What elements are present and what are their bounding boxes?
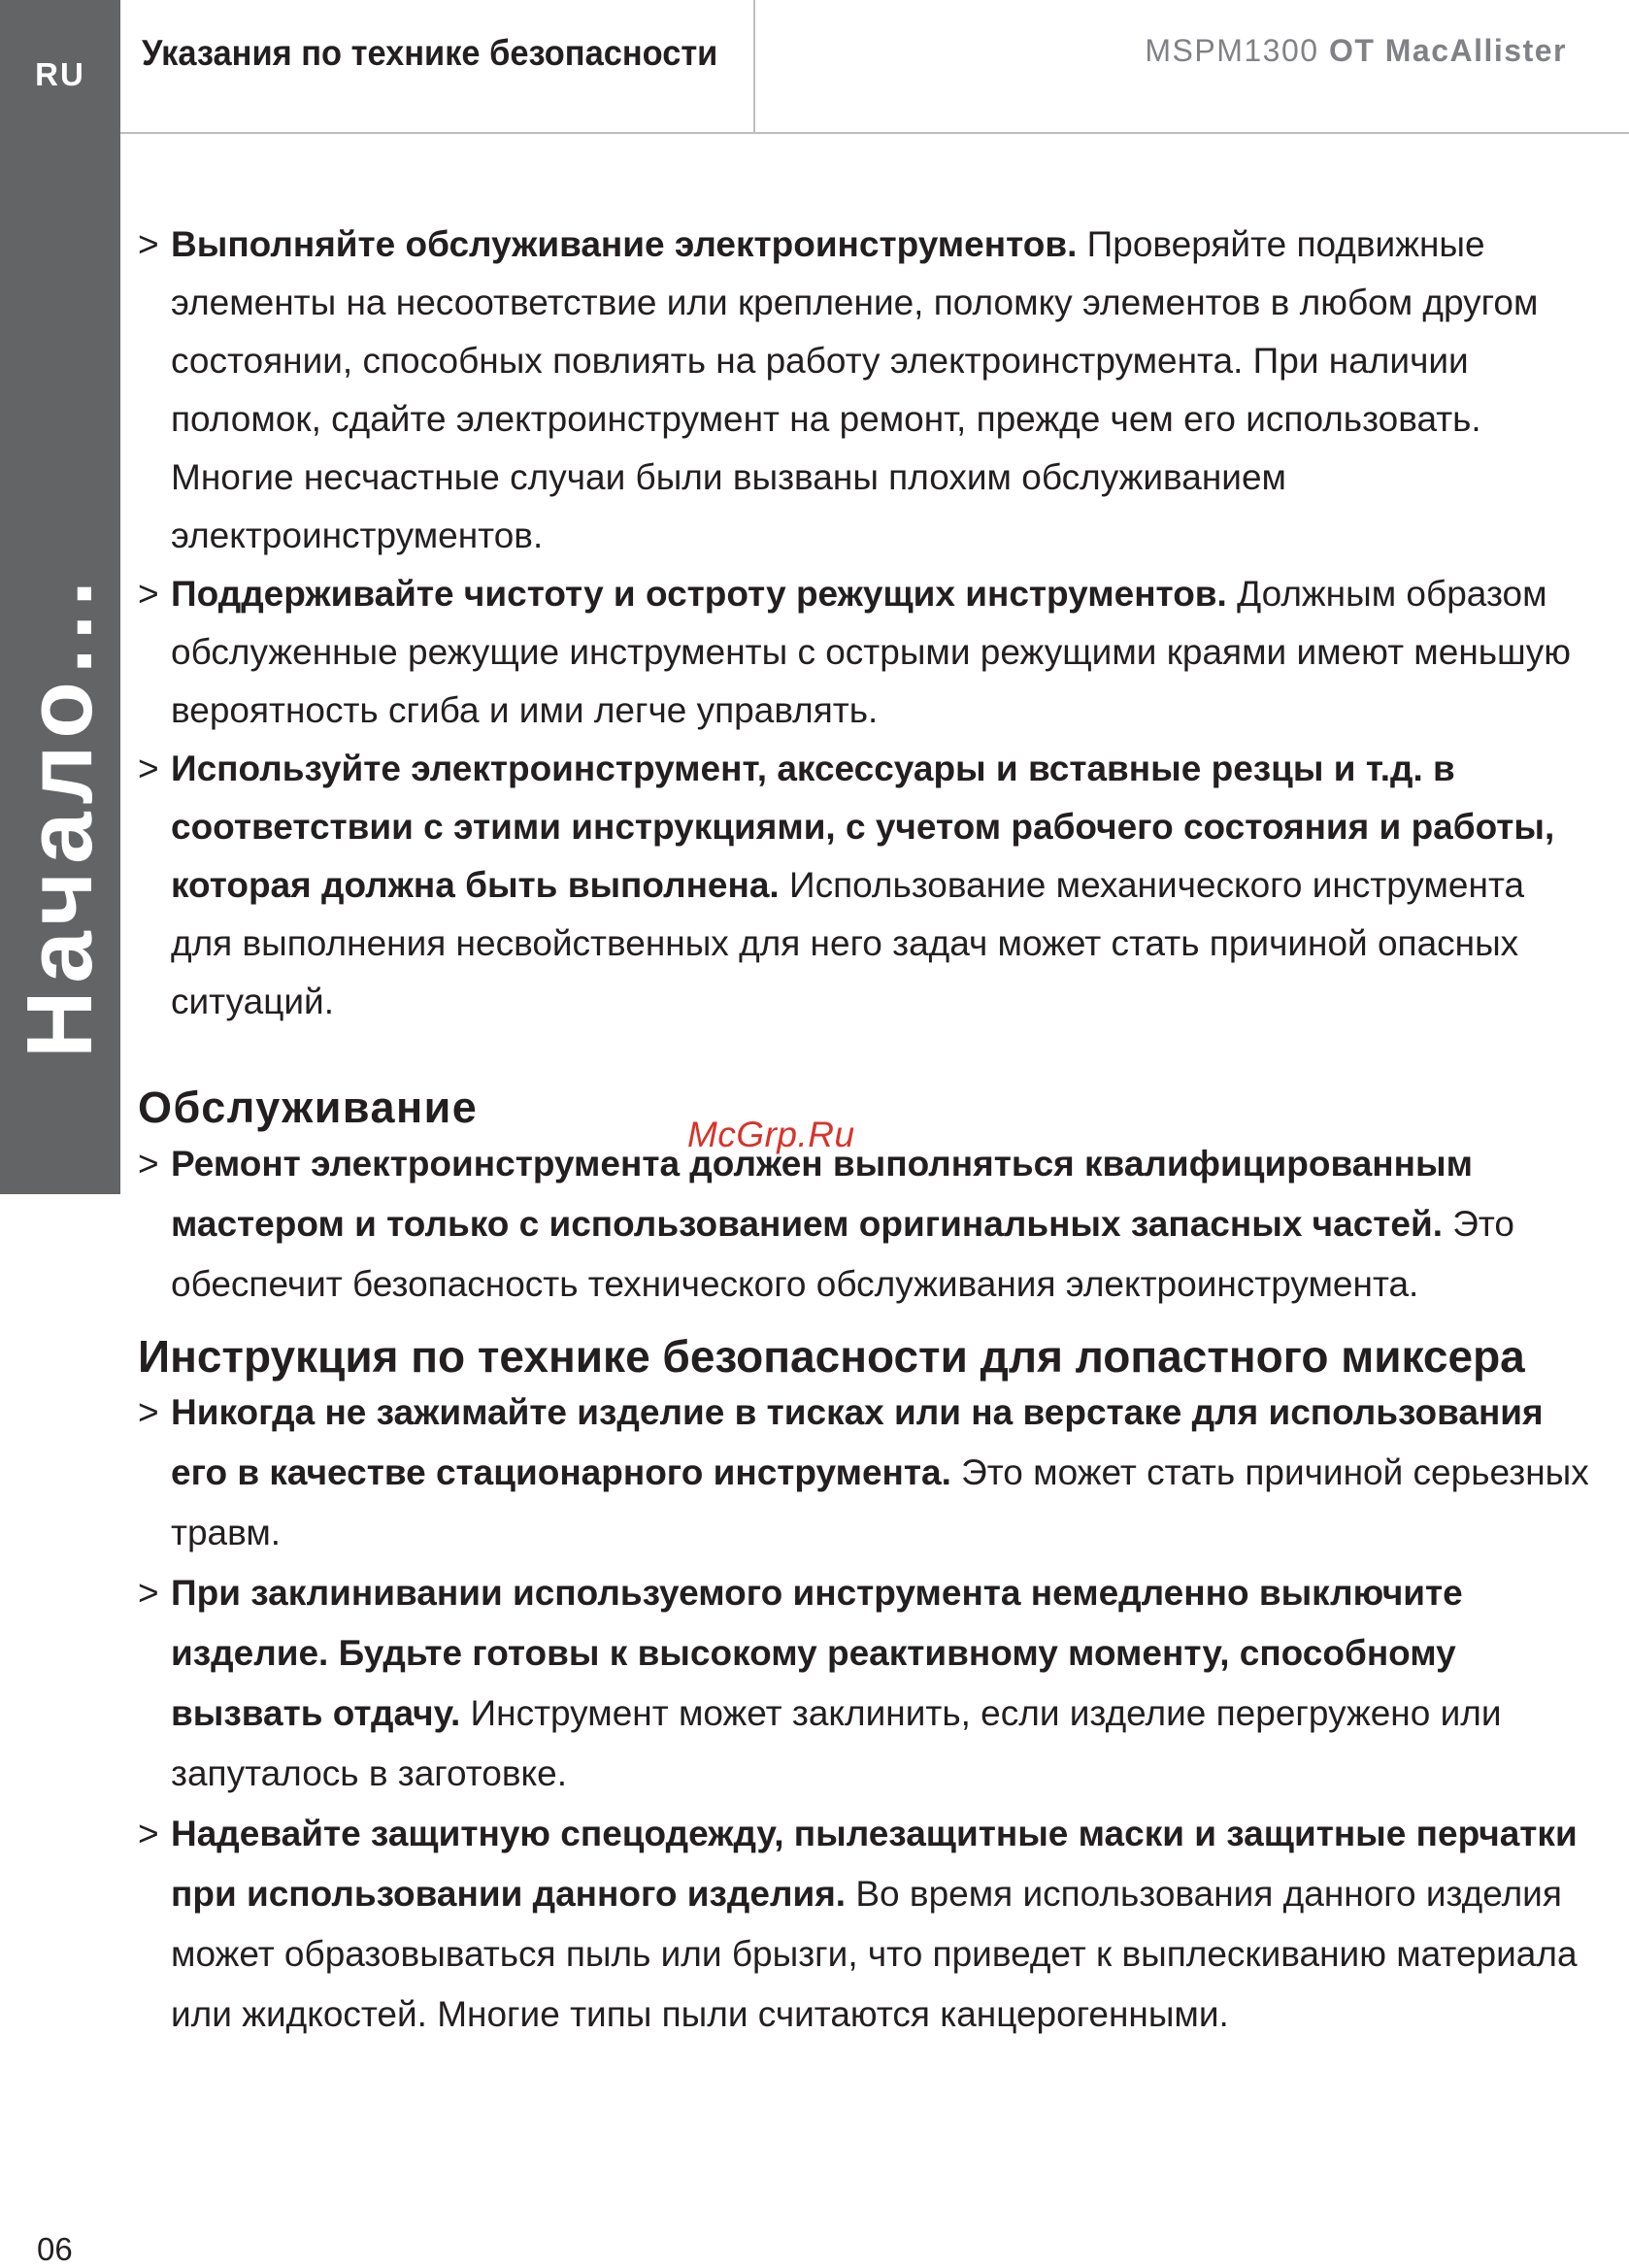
header-section-title: Указания по технике безопасности bbox=[142, 33, 718, 73]
list-item bbox=[138, 1563, 1594, 1804]
item-bold-text: Поддерживайте чистоту и остроту режущих инструментов. bbox=[171, 574, 1227, 614]
bullet-arrow: > bbox=[138, 1144, 159, 1184]
bullet-arrow: > bbox=[138, 1814, 159, 1853]
list-item bbox=[138, 1134, 1594, 1315]
header-divider bbox=[753, 0, 755, 132]
bullet-arrow: > bbox=[138, 749, 159, 788]
list-item bbox=[138, 1383, 1594, 1563]
maintenance-heading: Обслуживание bbox=[138, 1083, 479, 1132]
bullet-arrow: > bbox=[138, 1392, 159, 1432]
maintenance-list bbox=[138, 1134, 1594, 1315]
mixer-safety-list bbox=[138, 1383, 1594, 2045]
bullet-arrow: > bbox=[138, 574, 159, 614]
bullet-arrow: > bbox=[138, 1573, 159, 1613]
item-bold-text: Надевайте защитную спецодежду, пылезащитные маски и защитные перчатки при использовании данного изделия. bbox=[171, 1814, 1578, 1914]
chapter-title-vertical: Начало... bbox=[8, 573, 112, 1058]
general-safety-list bbox=[138, 216, 1594, 1031]
header-rule bbox=[120, 132, 1629, 134]
item-bold-text: Используйте электроинструмент, аксессуары и вставные резцы и т.д. в соответствии с этими инструкциями, с учетом рабочего состояния и работы, которая должна быть выполнена. bbox=[171, 749, 1555, 905]
item-text: Использование механического инструмента для выполнения несвойственных для него задач может стать причиной опасных ситуаций. bbox=[171, 865, 1525, 1021]
model-number: MSPM1300 bbox=[1145, 33, 1319, 68]
language-label: RU bbox=[35, 56, 85, 92]
list-item bbox=[138, 565, 1594, 740]
side-tab bbox=[0, 0, 120, 1194]
item-text: Должным образом обслуженные режущие инструменты с острыми режущими краями имеют меньшую вероятность сгиба и ими легче управлять. bbox=[171, 574, 1571, 730]
item-bold-text: Ремонт электроинструмента должен выполняться квалифицированным мастером и только с использованием оригинальных запасных частей. bbox=[171, 1144, 1473, 1244]
mixer-safety-heading: Инструкция по технике безопасности для лопастного миксера bbox=[138, 1331, 1525, 1382]
bullet-arrow: > bbox=[138, 224, 159, 264]
item-text: Это обеспечит безопасность технического обслуживания электроинструмента. bbox=[171, 1204, 1515, 1304]
brand-name: OT MacAllister bbox=[1328, 33, 1567, 68]
item-bold-text: Выполняйте обслуживание электроинструментов. bbox=[171, 224, 1078, 264]
item-bold-text: Никогда не зажимайте изделие в тисках или на верстаке для использования его в качестве стационарного инструмента. bbox=[171, 1392, 1544, 1492]
list-item bbox=[138, 740, 1594, 1031]
watermark: McGrp.Ru bbox=[687, 1115, 855, 1154]
page-number: 06 bbox=[37, 2231, 73, 2267]
list-item bbox=[138, 216, 1594, 565]
item-bold-text: При заклинивании используемого инструмента немедленно выключите изделие. Будьте готовы к высокому реактивному моменту, способному вызвать отдачу. bbox=[171, 1573, 1463, 1733]
item-text: Во время использования данного изделия может образовываться пыль или брызги, что приведет к выплескиванию материала или жидкостей. Многие типы пыли считаются канцерогенными. bbox=[171, 1874, 1578, 2034]
list-item bbox=[138, 1804, 1594, 2045]
item-text: Это может стать причиной серьезных травм. bbox=[171, 1452, 1589, 1552]
header-model bbox=[1145, 33, 1567, 69]
item-text: Инструмент может заклинить, если изделие перегружено или запуталось в заготовке. bbox=[171, 1693, 1502, 1793]
page-content bbox=[138, 216, 1594, 2045]
item-text: Проверяйте подвижные элементы на несоответствие или крепление, поломку элементов в любом другом состоянии, способных повлиять на работу электроинструмента. При наличии поломок, сдайте электроинструмент на ремонт, прежде чем его использовать. Многие несчастные случаи были вызваны плохим обслуживанием электроинструментов. bbox=[171, 224, 1539, 555]
